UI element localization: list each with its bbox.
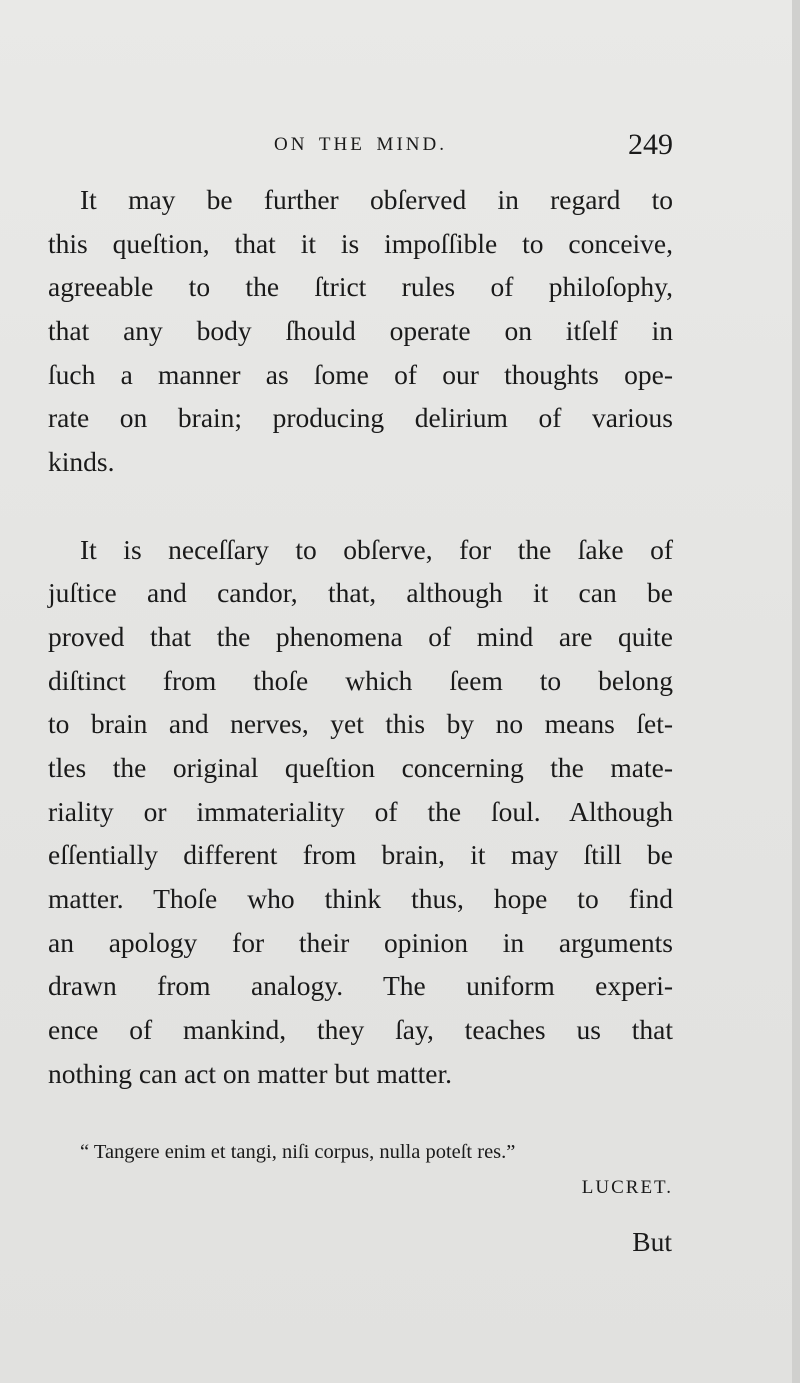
text-line: juſtice and candor, that, although it can be bbox=[48, 577, 673, 609]
text-line: diſtinct from thoſe which ſeem to belong bbox=[48, 664, 673, 696]
paragraph bbox=[48, 178, 673, 484]
body-text bbox=[48, 178, 673, 1095]
footnote bbox=[80, 1137, 673, 1205]
text-line: tles the original queſtion concerning the mate- bbox=[48, 751, 673, 783]
catchword: But bbox=[632, 1226, 672, 1257]
paragraph-gap bbox=[48, 484, 673, 528]
text-line: to brain and nerves, yet this by no means ſet- bbox=[48, 708, 673, 740]
footnote-attribution: LUCRET. bbox=[581, 1177, 673, 1198]
text-line: an apology for their opinion in arguments bbox=[48, 926, 673, 958]
text-line: rate on brain; producing delirium of various bbox=[48, 402, 673, 434]
text-line: agreeable to the ſtrict rules of philoſophy, bbox=[48, 271, 673, 303]
page-number: 249 bbox=[628, 128, 673, 161]
footnote-quote: “ Tangere enim et tangi, niſi corpus, nulla poteſt res.” bbox=[80, 1141, 516, 1163]
text-line: eſſentially different from brain, it may ſtill be bbox=[48, 839, 673, 871]
text-line: matter. Thoſe who think thus, hope to find bbox=[48, 883, 673, 914]
text-line: this queſtion, that it is impoſſible to conceive, bbox=[48, 227, 673, 259]
text-line: ence of mankind, they ſay, teaches us that bbox=[48, 1014, 673, 1046]
text-line: It may be further obſerved in regard to bbox=[80, 184, 673, 215]
text-line: that any body ſhould operate on itſelf in bbox=[48, 315, 673, 347]
running-title: ON THE MIND. bbox=[274, 134, 447, 155]
text-line: proved that the phenomena of mind are quite bbox=[48, 620, 673, 652]
text-line: drawn from analogy. The uniform experi- bbox=[48, 970, 673, 1002]
text-line: kinds. bbox=[48, 446, 115, 478]
paragraph bbox=[48, 528, 673, 1096]
running-head bbox=[48, 128, 673, 168]
text-line: It is neceſſary to obſerve, for the ſake of bbox=[80, 533, 673, 565]
text-line: ſuch a manner as ſome of our thoughts ope- bbox=[48, 358, 673, 390]
text-line: riality or immateriality of the ſoul. Although bbox=[48, 795, 673, 827]
text-line: nothing can act on matter but matter. bbox=[48, 1057, 452, 1089]
